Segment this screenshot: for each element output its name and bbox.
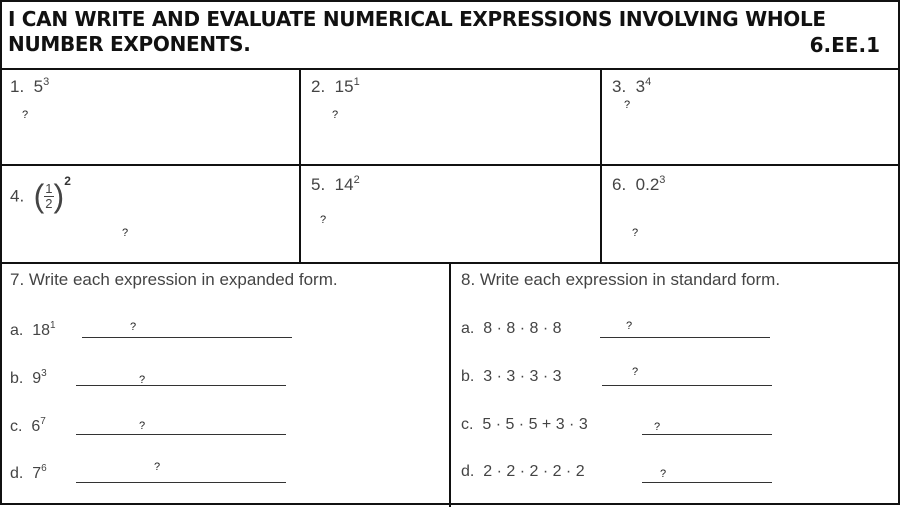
section-7-answer-a[interactable]: ?: [130, 321, 137, 333]
fraction: [44, 182, 53, 211]
problem-1: 1. $5^3$: [10, 76, 50, 96]
left-paren: (: [33, 178, 45, 215]
problem-6: 6. $0.2^3$: [612, 174, 666, 194]
section-7-item-a: a. $18^1$: [10, 320, 56, 339]
problem-4: 4. ( $\frac{1}{2}$ )$^2$: [10, 174, 71, 215]
learning-target-title: I CAN WRITE AND EVALUATE NUMERICAL EXPRESSIONS INVOLVING WHOLE NUMBER EXPONENTS.: [8, 7, 826, 56]
problem-2: 2. $15^1$: [311, 76, 360, 96]
section-7-answer-line-b[interactable]: [76, 385, 286, 386]
fraction-exponent: 2: [64, 174, 71, 188]
col-divider-1: [299, 68, 301, 264]
fraction-denominator: 2: [45, 196, 53, 212]
section-8-answer-line-c[interactable]: [642, 434, 772, 435]
section-7-instruction: 7. Write each expression in expanded form.: [10, 270, 338, 289]
section-7-answer-c[interactable]: ?: [139, 420, 146, 432]
fraction-numerator: 1: [45, 181, 53, 197]
section-8-item-a: a. 8 · 8 · 8 · 8: [461, 320, 562, 337]
section-8-answer-line-b[interactable]: [602, 385, 772, 386]
section-7-answer-b[interactable]: ?: [139, 374, 146, 386]
worksheet-header: [2, 2, 898, 70]
problem-4-answer[interactable]: ?: [122, 227, 129, 239]
section-8-instruction: 8. Write each expression in standard form.: [461, 270, 781, 289]
problem-3: 3. $3^4$: [612, 76, 652, 96]
problem-6-answer[interactable]: ?: [632, 227, 639, 239]
section-8-answer-c[interactable]: ?: [654, 421, 661, 433]
problem-2-answer[interactable]: ?: [332, 109, 339, 121]
section-8-item-d: d. 2 · 2 · 2 · 2 · 2: [461, 463, 585, 480]
section-8-answer-d[interactable]: ?: [660, 468, 667, 480]
section-7-item-d: d. $7^6$: [10, 463, 47, 482]
section-7-answer-line-a[interactable]: [82, 337, 292, 338]
problem-5: 5. $14^2$: [311, 174, 360, 194]
col-divider-2: [600, 68, 602, 264]
section-7-answer-d[interactable]: ?: [154, 461, 161, 473]
section-8-answer-a[interactable]: ?: [626, 320, 633, 332]
section-8-item-b: b. 3 · 3 · 3 · 3: [461, 368, 562, 385]
col-divider-3: [449, 264, 451, 507]
section-8-answer-line-d[interactable]: [642, 482, 772, 483]
standard-code: 6.EE.1: [809, 33, 880, 57]
section-7-answer-line-d[interactable]: [76, 482, 286, 483]
section-7-item-b: b. $9^3$: [10, 368, 47, 387]
right-paren: ): [53, 178, 65, 215]
problem-3-answer[interactable]: ?: [624, 99, 631, 111]
section-8-item-c: c. 5 · 5 · 5 + 3 · 3: [461, 416, 588, 433]
problem-5-answer[interactable]: ?: [320, 214, 327, 226]
section-7-item-c: c. $6^7$: [10, 416, 46, 435]
row-divider-1: [2, 164, 898, 166]
section-8-answer-b[interactable]: ?: [632, 366, 639, 378]
problem-1-answer[interactable]: ?: [22, 109, 29, 121]
section-8-answer-line-a[interactable]: [600, 337, 770, 338]
section-7-answer-line-c[interactable]: [76, 434, 286, 435]
